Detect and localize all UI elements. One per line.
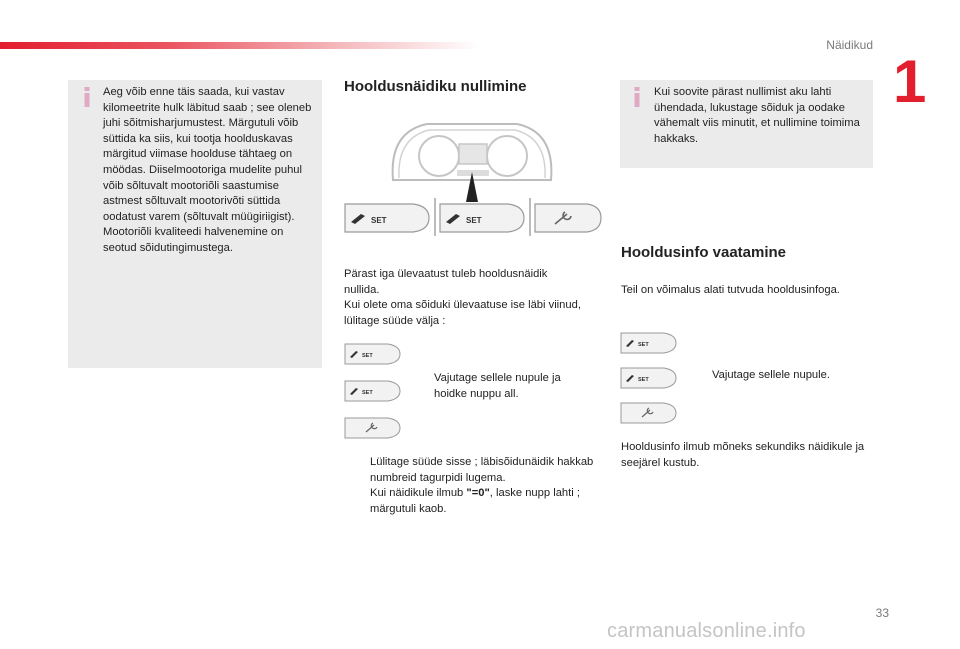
info-box-left-text: Aeg võib enne täis saada, kui vastav kilomeetrite hulk läbitud saab ; see oleneb juhi sõitmisharjumustest. Märgutuli võib süttida ka siis, kui tootja hoolduskavas märgitud viimase hoolduse tähtaeg on möödas. Diiselmootoriga mudelite puhul võib sõltuvalt mootoriõli saastumise astmest sõltuvalt mootorivõti süttida oodatust varem (sõltuvalt müügiriigist). Mootoriõli kvaliteedi halvenemine on seotud sõidutingimustega.	[103, 86, 312, 254]
reset-step-1	[408, 371, 578, 402]
view-step-1	[686, 368, 866, 384]
view-step-1-text: Vajutage sellele nupule.	[712, 369, 830, 381]
info-box-left	[68, 80, 322, 368]
page-number: 33	[875, 606, 889, 620]
divider	[529, 198, 531, 236]
divider	[434, 198, 436, 236]
view-outro: Hooldusinfo ilmub mõneks sekundiks näidikule ja seejärel kustub.	[621, 441, 865, 469]
reset-step-1-text: Vajutage sellele nupule ja hoidke nuppu all.	[434, 372, 561, 400]
watermark: carmanualsonline.info	[607, 620, 806, 642]
set-button-small	[344, 380, 402, 402]
reset-intro-line-4: lülitage süüde välja :	[344, 315, 446, 327]
reset-step-3	[344, 486, 604, 517]
svg-text:SET: SET	[466, 216, 482, 225]
set-button-illustration	[343, 202, 431, 234]
wrench-button-small	[344, 417, 402, 439]
wrench-button-small	[620, 402, 678, 424]
wrench-button-illustration	[533, 202, 603, 234]
svg-text:SET: SET	[362, 390, 373, 396]
reset-step-3-text: Kui näidikule ilmub "=0", laske nupp lahti ; märgutuli kaob.	[370, 487, 580, 515]
svg-text:SET: SET	[638, 377, 649, 383]
reset-step-2-text: Lülitage süüde sisse ; läbisõidunäidik hakkab numbreid tagurpidi lugema.	[370, 456, 594, 484]
reset-intro-line-3: Kui olete oma sõiduki ülevaatuse ise läbi viinud,	[344, 299, 581, 311]
info-box-right	[620, 80, 873, 168]
svg-text:SET: SET	[638, 342, 649, 348]
header-red-bar	[0, 42, 480, 49]
svg-text:SET: SET	[362, 353, 373, 359]
chapter-title: Näidikud	[826, 38, 873, 52]
set-button-small	[344, 343, 402, 365]
set-button-illustration	[438, 202, 526, 234]
set-button-small	[620, 367, 678, 389]
reset-step-2	[344, 455, 604, 486]
reset-intro-line-1: Pärast iga ülevaatust tuleb hooldusnäidik	[344, 268, 548, 280]
svg-text:SET: SET	[371, 216, 387, 225]
set-button-small	[620, 332, 678, 354]
pointer-arrow-icon	[466, 172, 478, 202]
chapter-number: 1	[893, 48, 927, 115]
section-view-title: Hooldusinfo vaatamine	[621, 244, 787, 261]
info-box-right-text: Kui soovite pärast nullimist aku lahti ühendada, lukustage sõiduk ja oodake vähemalt viis minutit, et nullimine toimima hakkaks.	[654, 86, 860, 145]
view-intro: Teil on võimalus alati tutvuda hooldusinfoga.	[621, 284, 840, 296]
section-reset-title: Hooldusnäidiku nullimine	[344, 78, 527, 95]
info-icon	[632, 87, 642, 107]
info-icon	[82, 87, 92, 107]
reset-intro-line-2: nullida.	[344, 284, 380, 296]
